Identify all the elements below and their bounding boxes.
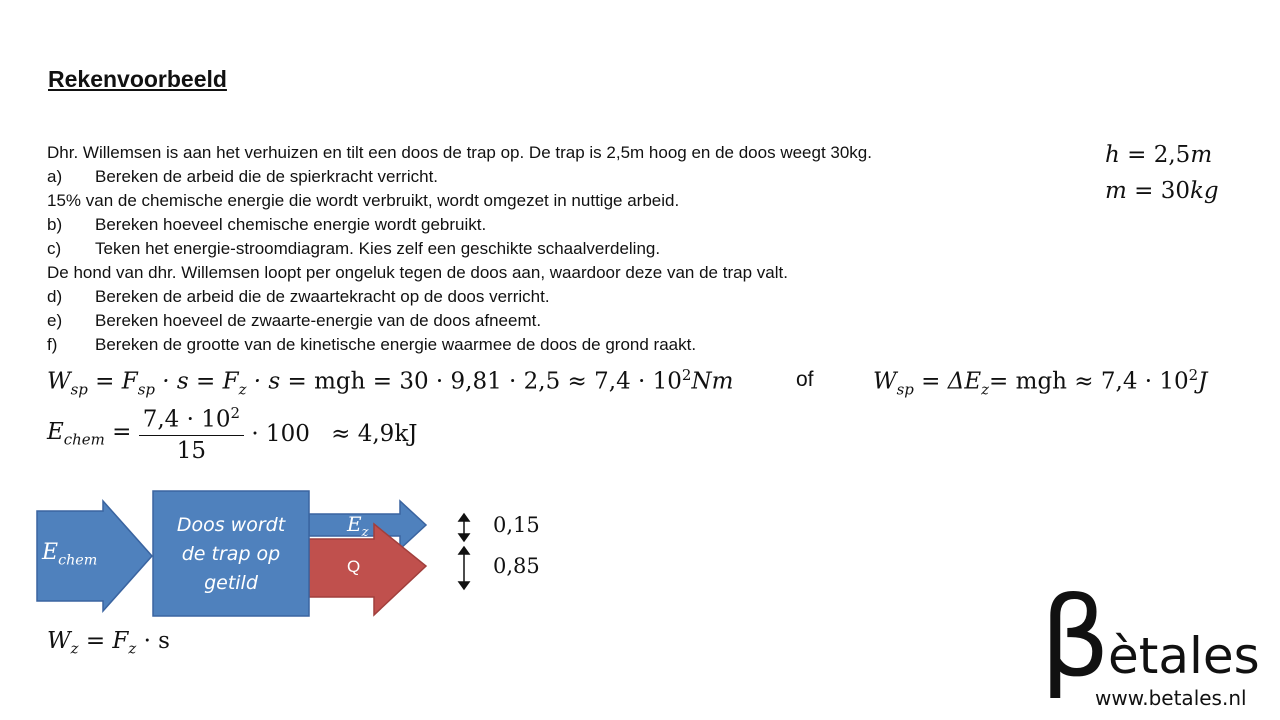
gravity-work-equation: $W_z = F_z \cdot s$ xyxy=(47,628,170,658)
input-arrow-label: $E_{chem}$ xyxy=(42,540,98,569)
problem-line-text: De hond van dhr. Willemsen loopt per ongeluk tegen de doos aan, waardoor deze van de trap valt. xyxy=(47,263,788,282)
problem-line-text: Dhr. Willemsen is aan het verhuizen en tilt een doos de trap op. De trap is 2,5m hoog en de doos weegt 30kg. xyxy=(47,143,872,162)
problem-line-text: Bereken de grootte van de kinetische energie waarmee de doos de grond raakt. xyxy=(95,335,697,354)
problem-line-text: 15% van de chemische energie die wordt verbruikt, wordt omgezet in nuttige arbeid. xyxy=(47,191,680,210)
given-height: h = 2,5m xyxy=(1105,142,1213,168)
problem-line-text: Bereken hoeveel de zwaarte-energie van de doos afneemt. xyxy=(95,311,542,330)
scale-arrow-2 xyxy=(459,547,469,589)
question-label: f) xyxy=(47,335,58,354)
question-label: e) xyxy=(47,311,63,330)
value-useful: 0,15 xyxy=(493,513,540,537)
process-box-label: Doos wordt de trap op getild xyxy=(176,514,286,594)
logo-text: ètales xyxy=(1108,627,1260,685)
value-heat: 0,85 xyxy=(493,554,540,578)
problem-line-text: Bereken de arbeid die de zwaartekracht op de doos verricht. xyxy=(95,287,550,306)
problem-line-text: Teken het energie-stroomdiagram. Kies zelf een geschikte schaalverdeling. xyxy=(95,239,661,258)
given-mass: m = 30kg xyxy=(1105,178,1219,204)
problem-line xyxy=(47,167,438,187)
problem-line xyxy=(47,287,550,307)
work-alt-equation: $W_{sp} = \Delta E_z=$ mgh ≈ $7,4 \cdot 10^2J$ xyxy=(873,366,1208,399)
echem-fraction: $\frac{7,4 \cdot 10^2}{15}$ xyxy=(139,404,244,464)
echem-equation: $E_{chem}$ = $\frac{7,4 \cdot 10^2}{15}$ · 100 ≈ 4,9kJ xyxy=(47,404,418,464)
problem-line xyxy=(47,191,679,211)
useful-energy-label: $E_z$ xyxy=(347,512,369,540)
or-label: of xyxy=(796,368,814,391)
question-label: d) xyxy=(47,287,63,306)
question-label: b) xyxy=(47,215,63,234)
page-title: Rekenvoorbeeld xyxy=(48,66,227,92)
problem-line xyxy=(47,143,872,163)
logo-url: www.betales.nl xyxy=(1095,686,1247,710)
work-equation: $W_{sp} = F_{sp} \cdot s = F_z \cdot s$ = mgh = $30 \cdot 9,81 \cdot 2,5 \approx 7,4 \cdot 10^2Nm$ xyxy=(47,366,734,399)
problem-line xyxy=(47,311,541,331)
logo-beta-icon: β xyxy=(1040,573,1111,701)
problem-line xyxy=(47,335,696,355)
question-label: c) xyxy=(47,239,62,258)
problem-line xyxy=(47,239,660,259)
question-label: a) xyxy=(47,167,63,186)
problem-line xyxy=(47,215,486,235)
scale-arrow-1 xyxy=(459,514,469,541)
problem-line xyxy=(47,263,788,283)
heat-label: Q xyxy=(347,557,361,576)
problem-line-text: Bereken de arbeid die de spierkracht verricht. xyxy=(95,167,439,186)
problem-line-text: Bereken hoeveel chemische energie wordt gebruikt. xyxy=(95,215,487,234)
